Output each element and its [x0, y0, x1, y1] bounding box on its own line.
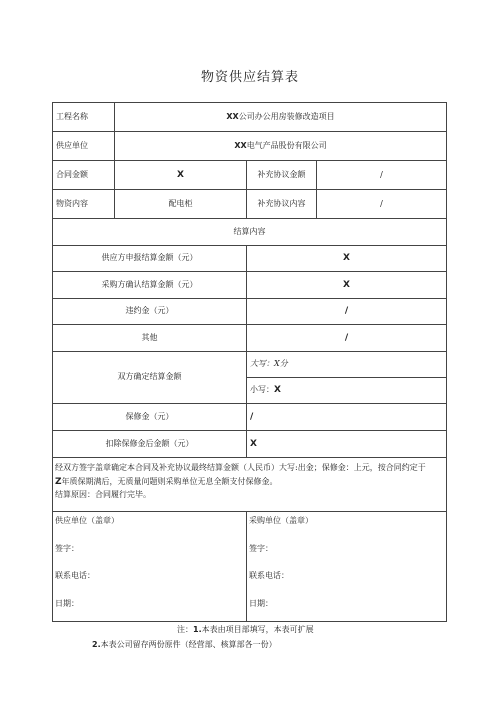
warranty-row: [53, 404, 447, 431]
supp-amount-value: /: [317, 161, 447, 190]
statement-row: [53, 458, 447, 512]
net-row: [53, 431, 447, 458]
statement: [53, 458, 447, 512]
signature-row: [53, 512, 447, 622]
project-value-text: 公司办公用房装修改造项目: [238, 111, 335, 121]
buyer-unit-label: 采购单位（盖章）: [249, 516, 313, 525]
other-label: 其他: [53, 325, 247, 352]
warranty-label: 保修金（元）: [53, 404, 247, 431]
statement-line2-prefix: Z: [55, 476, 62, 487]
final-label: 双方确定结算金额: [53, 352, 247, 404]
penalty-row: [53, 299, 447, 325]
supplier-signature-block: [53, 512, 247, 622]
project-row: [53, 103, 447, 132]
supp-content-label: 补充协议内容: [247, 190, 317, 219]
note-2-num: 2.: [92, 640, 101, 649]
supplier-unit-label: 供应单位（盖章）: [55, 516, 119, 525]
material-value: 配电柜: [115, 190, 247, 219]
contract-label: 合同金额: [53, 161, 115, 190]
supplier-label: 供应单位: [53, 132, 115, 161]
supp-amount-label: 补充协议金额: [247, 161, 317, 190]
net-value: X: [247, 431, 447, 458]
settlement-header-row: [53, 219, 447, 246]
statement-line2: [55, 475, 444, 489]
buyer-date-label: 日期：: [249, 599, 273, 608]
final-upper: 大写：X分: [247, 352, 447, 378]
warranty-value: /: [247, 404, 447, 431]
buyer-confirmed-value: X: [247, 272, 447, 299]
buyer-confirmed-row: [53, 272, 447, 299]
contract-value: X: [115, 161, 247, 190]
project-label: 工程名称: [53, 103, 115, 132]
statement-line3: 结算原因：合同履行完毕。: [55, 490, 151, 500]
other-value: /: [247, 325, 447, 352]
buyer-phone-label: 联系电话：: [249, 571, 289, 580]
settlement-form: [52, 102, 447, 622]
note-2: [0, 639, 500, 650]
project-value: XX公司办公用房装修改造项目: [115, 103, 447, 132]
supplier-phone-label: 联系电话：: [55, 571, 95, 580]
buyer-signature-block: [247, 512, 447, 622]
supplier-value-text: 电气产品股份有限公司: [246, 140, 327, 150]
supplier-reported-value: X: [247, 246, 447, 272]
statement-line1: 经双方签字盖章确定本合同及补充协议最终结算金额（人民币）大写:出金；保修金：上元，按合同约定于: [55, 463, 426, 472]
buyer-confirmed-label: 采购方确认结算金额（元）: [53, 272, 247, 299]
material-row: [53, 190, 447, 219]
supplier-reported-row: [53, 246, 447, 272]
final-lower: [247, 378, 447, 404]
other-row: [53, 325, 447, 352]
supplier-reported-label: 供应方申报结算金额（元）: [53, 246, 247, 272]
settlement-header: 结算内容: [53, 219, 447, 246]
supp-content-value: /: [317, 190, 447, 219]
penalty-label: 违约金（元）: [53, 299, 247, 325]
net-label: 扣除保修金后金额（元）: [53, 431, 247, 458]
note-1-num: 1.: [193, 625, 202, 634]
final-lower-label: 小写：: [250, 385, 274, 395]
statement-line2-rest: 年质保期满后，无质量问题则采购单位无息全额支付保修金。: [61, 476, 278, 486]
note-2-text: 本表公司留存两份原件（经营部、核算部各一份）: [100, 640, 277, 649]
supplier-value: XX电气产品股份有限公司: [115, 132, 447, 161]
note-1: [0, 624, 500, 635]
buyer-sign-label: 签字：: [249, 544, 273, 553]
final-upper-row: [53, 352, 447, 378]
note-1-prefix: 注：: [177, 625, 193, 634]
material-label: 物资内容: [53, 190, 115, 219]
supplier-date-label: 日期：: [55, 599, 79, 608]
final-lower-value: X: [274, 385, 281, 396]
supplier-row: [53, 132, 447, 161]
penalty-value: /: [247, 299, 447, 325]
note-1-text: 本表由项目部填写，本表可扩展: [201, 625, 314, 634]
supplier-sign-label: 签字：: [55, 544, 79, 553]
page-title: 物资供应结算表: [200, 70, 299, 85]
contract-row: [53, 161, 447, 190]
